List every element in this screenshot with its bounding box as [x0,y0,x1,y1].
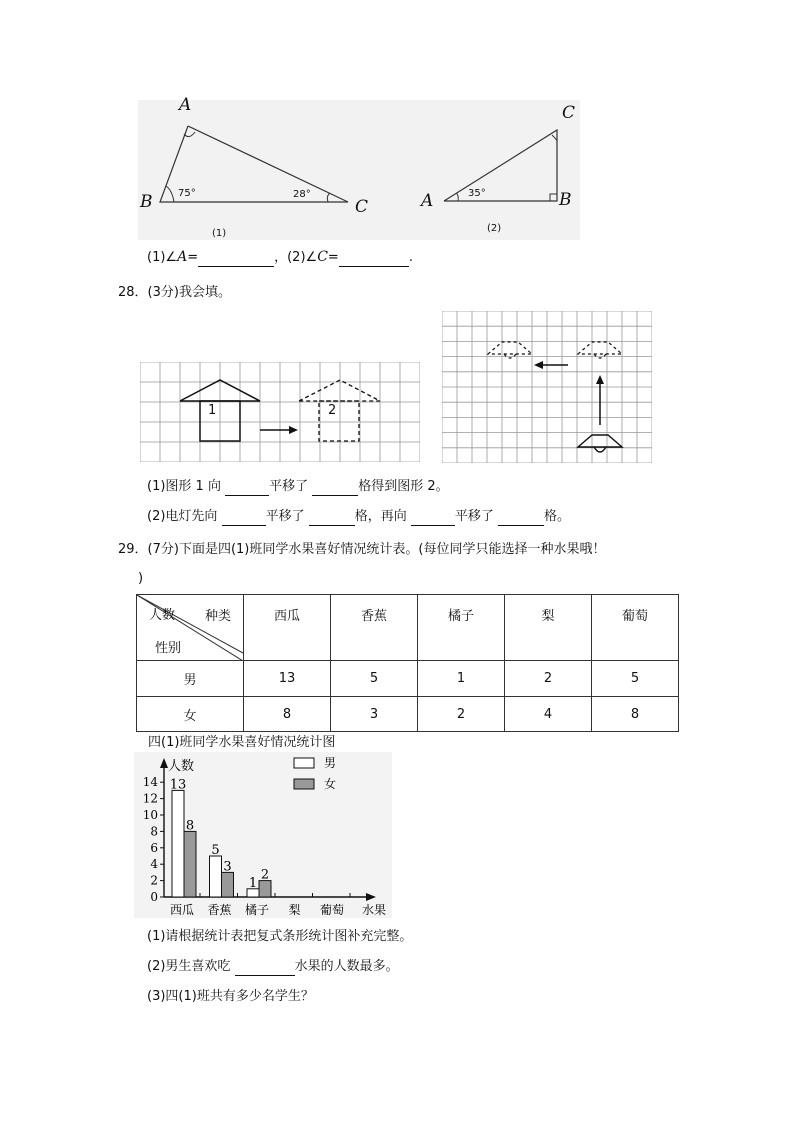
arrow-right-icon [260,426,298,434]
figure-1-caption: (1) [212,228,227,239]
header-pear: 梨 [505,595,592,661]
angle-b-value: 75° [178,188,196,199]
bar-value-label: 5 [211,843,220,858]
lamp-final-dashed [488,342,532,358]
shape-2-label: 2 [328,403,337,418]
legend-label-boys: 男 [324,756,337,770]
table-cell: 4 [505,697,592,732]
answer-blank-c[interactable] [339,252,409,267]
header-orange: 橘子 [418,595,505,661]
answer-blank-steps-3[interactable] [498,511,544,526]
corner-cell [137,595,244,661]
y-tick-label: 6 [150,840,158,855]
right-angle-mark [550,194,557,201]
x-tick-label: 西瓜 [169,903,195,917]
q28-heading: 28．(3分)我会填。 [118,285,231,300]
vertex-c-label: C [355,197,369,217]
x-axis-label: 水果 [362,903,387,917]
grid-left [140,362,420,462]
vertex-c2-label: C [562,103,576,123]
grid-right [442,311,652,463]
y-tick-label: 10 [142,808,158,822]
answer-blank-a[interactable] [198,252,274,267]
bar-value-label: 13 [169,777,187,793]
q27-answer-line: (1)∠A= ，(2)∠C= . [147,249,413,265]
q29-sub-1: (1)请根据统计表把复式条形统计图补充完整。 [147,929,413,944]
q29-sub-3: (3)四(1)班共有多少名学生？ [147,989,314,1004]
lamp-original [578,435,622,452]
vertex-b2-label: B [559,190,572,210]
table-row [137,697,679,732]
q28-line-1: (1)图形 1 向 平移了 格得到图形 2。 [147,479,449,494]
x-tick-label: 葡萄 [319,903,345,917]
table-row [137,661,679,697]
x-tick-label: 橘子 [244,903,270,917]
legend-swatch-girls [294,779,314,789]
corner-gender: 性别 [155,641,182,656]
header-grape: 葡萄 [592,595,679,661]
angle-b-arc [166,186,174,202]
y-axis-label: 人数 [168,759,195,774]
answer-blank-steps-1[interactable] [312,481,358,496]
answer-blank-fruit[interactable] [235,961,295,976]
vertex-a-label: A [179,95,192,115]
answer-blank-steps-2[interactable] [309,511,355,526]
chart-title: 四(1)班同学水果喜好情况统计图 [148,735,336,750]
angle-c-arc [327,193,330,202]
q29-heading-end: ) [138,571,144,586]
triangle-figures-svg [138,100,580,240]
y-tick-label: 14 [142,775,158,790]
x-tick-label: 香蕉 [207,903,232,917]
arrow-left-icon [534,361,568,369]
y-tick-label: 0 [150,890,158,904]
corner-kind: 种类 [205,609,232,624]
x-tick-label: 梨 [288,903,301,917]
bar-chart [134,752,392,918]
y-axis-arrow-icon [160,758,168,768]
legend-label-girls: 女 [324,777,337,791]
y-tick-label: 8 [150,824,158,839]
row-label-boys: 男 [137,661,244,697]
table-cell: 3 [331,697,418,732]
fruit-stats-table [136,594,679,732]
answer-blank-direction-2[interactable] [222,511,266,526]
bar-value-label: 8 [185,818,195,834]
q28-line-2: (2)电灯先向 平移了 格，再向 平移了 格。 [147,509,570,524]
figure-2-caption: (2) [487,223,502,234]
angle-a2-arc [456,193,458,201]
vertex-b-label: B [140,192,153,212]
angle-c-value: 28° [293,189,311,200]
y-tick-label: 2 [150,873,158,888]
header-banana: 香蕉 [331,595,418,661]
header-watermelon: 西瓜 [244,595,331,661]
bar-value-label: 1 [248,875,258,891]
bar-boys [210,856,222,897]
y-tick-label: 12 [142,791,158,806]
corner-people: 人数 [149,608,176,623]
q29-sub-2: (2)男生喜欢吃 水果的人数最多。 [147,959,399,974]
answer-blank-direction-3[interactable] [411,511,455,526]
table-cell: 2 [418,697,505,732]
bar-girls [222,872,234,897]
bar-value-label: 2 [260,867,270,883]
bar-value-label: 3 [223,859,232,875]
vertex-a2-label: A [421,191,434,211]
bar-girls [259,881,271,897]
table-cell: 8 [592,697,679,732]
table-cell: 1 [418,661,505,697]
legend-swatch-boys [294,758,314,768]
angle-c2-arc [552,135,557,141]
answer-blank-direction-1[interactable] [225,481,269,496]
bar-boys [172,790,184,897]
bar-girls [184,831,196,897]
shape-1-label: 1 [208,403,217,418]
triangle-2 [444,130,557,201]
q29-heading: 29．(7分)下面是四(1)班同学水果喜好情况统计表。(每位同学只能选择一种水果哦！ [118,542,606,557]
table-cell: 8 [244,697,331,732]
row-label-girls: 女 [137,697,244,732]
x-axis-arrow-icon [366,893,376,901]
shape-2 [299,380,380,441]
y-tick-label: 4 [150,857,158,872]
table-cell: 5 [331,661,418,697]
lamp-middle-dashed [578,342,622,358]
table-cell: 13 [244,661,331,697]
table-cell: 2 [505,661,592,697]
angle-a2-value: 35° [468,188,486,199]
table-cell: 5 [592,661,679,697]
